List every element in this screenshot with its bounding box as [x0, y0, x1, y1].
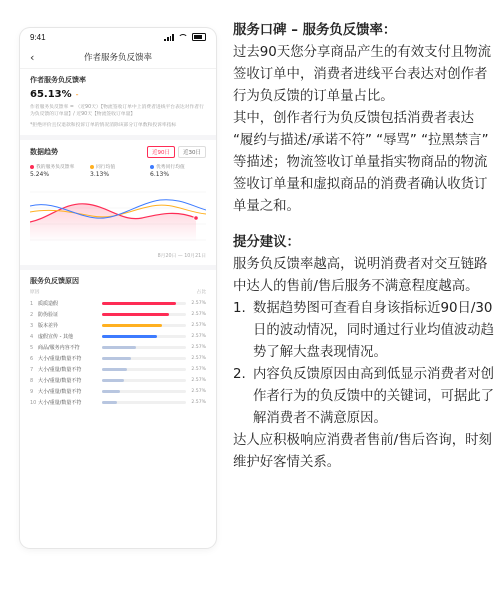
- reason-rank: 1: [30, 300, 34, 307]
- reason-rank: 6: [30, 355, 34, 362]
- reason-pct: 2.57%: [191, 334, 206, 339]
- series-point-latest: [194, 216, 198, 220]
- legend-name: 同行均值: [96, 165, 116, 170]
- trend-chart: [30, 182, 206, 246]
- legend-dot: [150, 165, 154, 169]
- advice-text: 内容负反馈原因由高到低显示消费者对创作者行为的负反馈中的关键词，可据此了解消费者不满意原因。: [253, 367, 495, 426]
- reason-row: [20, 364, 216, 375]
- explanation-text: [233, 20, 495, 474]
- reason-bar: [102, 401, 117, 404]
- paragraph-definition: 过去90天您分享商品产生的有效支付且物流签收订单中，消费者进线平台表达对创作者行为负反馈的订单量占比。: [233, 45, 492, 104]
- paragraph-detail: 其中，创作者行为负反馈包括消费者表达 “履约与描述/承诺不符” “辱骂” “拉黑禁言” 等描述；物流签收订单量指实物商品的物流签收订单量和虚拟商品的消费者确认收货订单量之和。: [233, 111, 489, 214]
- reason-bar-track: [102, 357, 186, 360]
- legend-value: 6.13%: [150, 171, 170, 178]
- advice-item: [233, 298, 495, 364]
- reason-label: 质质造假: [38, 301, 59, 307]
- reason-bar: [102, 390, 120, 393]
- reason-row: [20, 386, 216, 397]
- period-switch: [147, 146, 206, 158]
- reason-row: [20, 298, 216, 309]
- status-bar: [20, 28, 216, 46]
- nav-bar: [20, 46, 216, 69]
- reason-bar-track: [102, 379, 186, 382]
- reason-section: [20, 270, 216, 408]
- legend-item: [90, 163, 146, 178]
- reason-label: 大小/重量/数量不符: [38, 400, 82, 406]
- reason-row: [20, 397, 216, 408]
- reason-header: [20, 288, 216, 298]
- reason-rank: 9: [30, 388, 34, 395]
- legend-name: 我的服务负反馈率: [36, 165, 75, 170]
- reason-label: 商品/服务内容不符: [38, 345, 80, 351]
- reason-label: 防伪验证: [38, 312, 59, 318]
- reason-label: 大小/重量/数量不符: [38, 378, 82, 384]
- reason-bar-track: [102, 324, 186, 327]
- reason-bar: [102, 313, 169, 316]
- date-range: 8月20日 — 10月21日: [157, 254, 206, 259]
- legend-dot: [90, 165, 94, 169]
- trend-section: [20, 140, 216, 270]
- reason-row: [20, 309, 216, 320]
- reason-label: 版本差异: [38, 323, 59, 329]
- reason-label: 虚假宣传 - 其他: [38, 334, 73, 340]
- reason-row: [20, 331, 216, 342]
- reason-rank: 10: [30, 399, 37, 406]
- advice-number: 2.: [233, 367, 246, 382]
- reason-bar: [102, 379, 124, 382]
- reason-bar-track: [102, 401, 186, 404]
- paragraph-closing: 达人应积极响应消费者售前/售后咨询，时刻维护好客情关系。: [233, 433, 492, 470]
- reason-bar: [102, 368, 127, 371]
- reason-pct: 2.57%: [191, 323, 206, 328]
- reason-row: [20, 320, 216, 331]
- metric-section: [20, 69, 216, 140]
- metric-indicator: -: [75, 90, 79, 99]
- phone-screenshot: [20, 28, 216, 548]
- reason-bar-track: [102, 313, 186, 316]
- reason-rank: 5: [30, 344, 34, 351]
- reason-rank: 3: [30, 322, 34, 329]
- series-area-mine: [30, 204, 196, 242]
- legend-value: 3.13%: [90, 171, 110, 178]
- paragraph-advice: 服务负反馈率越高，说明消费者对交互链路中达人的售前/售后服务不满意程度越高。: [233, 257, 488, 294]
- reason-pct: 2.57%: [191, 345, 206, 350]
- signal-icon: [164, 34, 174, 41]
- advice-item: [233, 364, 495, 430]
- wifi-icon: [178, 34, 188, 41]
- legend-item: [30, 163, 86, 178]
- reason-bar-track: [102, 335, 186, 338]
- legend-name: 优秀同行均值: [156, 165, 185, 170]
- reason-bar-track: [102, 390, 186, 393]
- legend-item: [150, 163, 206, 178]
- reason-rank: 7: [30, 366, 34, 373]
- legend-dot: [30, 165, 34, 169]
- back-chevron-icon[interactable]: ‹: [30, 51, 35, 64]
- status-time: 9:41: [30, 32, 46, 42]
- reason-pct: 2.57%: [191, 301, 206, 306]
- chart-legend: [30, 163, 206, 178]
- battery-icon: [192, 33, 206, 41]
- legend-value: 5.24%: [30, 171, 50, 178]
- reason-rank: 4: [30, 333, 34, 340]
- reason-bar: [102, 324, 162, 327]
- reason-pct: 2.57%: [191, 312, 206, 317]
- nav-title: 作者服务负反馈率: [83, 53, 152, 63]
- reason-pct: 2.57%: [191, 389, 206, 394]
- tab-90-days[interactable]: 近90日: [147, 146, 175, 158]
- reason-row: [20, 342, 216, 353]
- reason-bar-track: [102, 368, 186, 371]
- reason-pct: 2.57%: [191, 400, 206, 405]
- advice-text: 数据趋势图可查看自身该指标近90日/30日的波动情况，同时通过行业均值波动趋势了解大盘表现情况。: [253, 301, 495, 360]
- reason-bar-track: [102, 346, 186, 349]
- reason-bar-track: [102, 302, 186, 305]
- metric-note-2: *拒绝评价且仅退款和投诉订单的情况消除该部分订单数和投诉率指标: [30, 123, 177, 128]
- reason-pct: 2.57%: [191, 378, 206, 383]
- trend-title: 数据趋势: [30, 148, 58, 156]
- reason-bar: [102, 302, 176, 305]
- advice-number: 1.: [233, 301, 246, 316]
- metric-note: 作者服务负反馈率 = （近90天）【物流签收订单中上消费者进线平台表达对作者行为负反馈的订单量】/ 近90天【物流签收订单量】: [30, 105, 204, 117]
- reason-row: [20, 375, 216, 386]
- reason-col-left: 原因: [30, 290, 40, 295]
- reason-pct: 2.57%: [191, 367, 206, 372]
- reason-label: 大小/重量/数量不符: [38, 367, 82, 373]
- reason-title: 服务负反馈原因: [30, 277, 79, 285]
- section-heading-service: 服务口碑 – 服务负反馈率：: [233, 23, 397, 38]
- reason-col-right: 占比: [196, 290, 206, 295]
- reason-rank: 2: [30, 311, 34, 318]
- reason-label: 大小/重量/数量不符: [38, 389, 82, 395]
- reason-list: [20, 298, 216, 408]
- reason-bar: [102, 346, 136, 349]
- reason-pct: 2.57%: [191, 356, 206, 361]
- status-icons: [164, 33, 206, 41]
- reason-bar: [102, 357, 131, 360]
- reason-label: 大小/重量/数量不符: [38, 356, 82, 362]
- tab-30-days[interactable]: 近30日: [178, 146, 206, 158]
- reason-rank: 8: [30, 377, 34, 384]
- metric-value: 65.13%: [30, 89, 72, 100]
- section-heading-advice: 提分建议：: [233, 235, 300, 250]
- metric-title: 作者服务负反馈率: [30, 76, 86, 84]
- reason-row: [20, 353, 216, 364]
- reason-bar: [102, 335, 157, 338]
